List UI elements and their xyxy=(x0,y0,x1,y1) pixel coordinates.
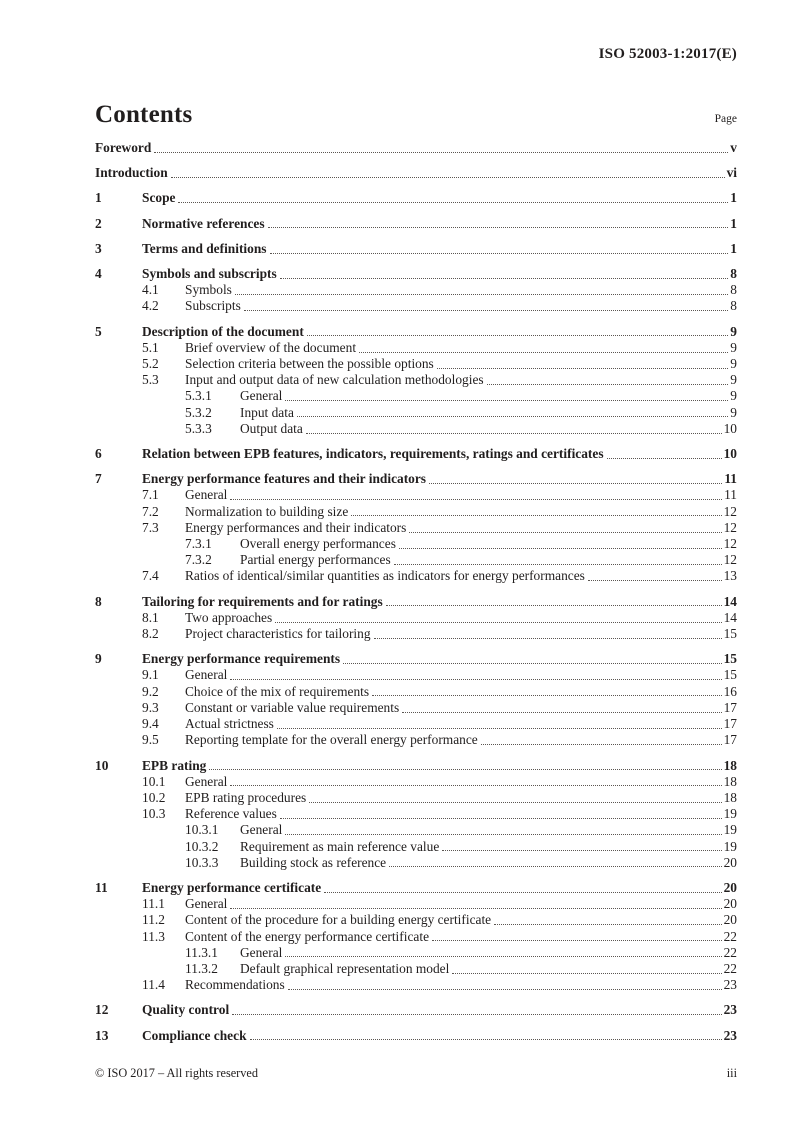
entry-page: 11 xyxy=(724,487,737,503)
entry-page: 18 xyxy=(723,757,737,773)
entry-number: 10.3.2 xyxy=(185,838,219,854)
dot-leader xyxy=(178,202,728,203)
toc-entry xyxy=(95,388,737,404)
toc-entry xyxy=(95,1028,737,1044)
entry-title: Quality control xyxy=(142,1002,230,1018)
toc-entry xyxy=(95,896,737,912)
entry-page: v xyxy=(730,140,737,155)
footer-page-number: iii xyxy=(726,1066,737,1080)
dot-leader xyxy=(307,335,729,336)
toc-entry xyxy=(95,961,737,977)
entry-number: 11.3.2 xyxy=(185,960,218,976)
toc-entry xyxy=(95,487,737,503)
dot-leader xyxy=(359,352,728,353)
dot-leader xyxy=(288,989,722,990)
entry-title: Ratios of identical/similar quantities as indicators for energy performances xyxy=(185,568,585,584)
entry-title: EPB rating xyxy=(142,757,207,773)
dot-leader xyxy=(270,253,729,254)
dot-leader xyxy=(607,458,722,459)
dot-leader xyxy=(442,850,721,851)
entry-title: Normative references xyxy=(142,215,265,231)
entry-title: Scope xyxy=(142,190,176,206)
toc-entry xyxy=(95,977,737,993)
entry-page: 15 xyxy=(723,651,737,667)
entry-number: 7.3 xyxy=(142,519,159,535)
entry-title: Input data xyxy=(240,404,294,420)
entry-page: 15 xyxy=(723,667,737,683)
footer-copyright: © ISO 2017 – All rights reserved xyxy=(95,1066,259,1080)
entry-page: 22 xyxy=(723,944,737,960)
dot-leader xyxy=(452,973,721,974)
entry-number: 5 xyxy=(95,323,102,339)
entry-number: 7.1 xyxy=(142,487,159,503)
entry-number: 9.3 xyxy=(142,699,159,715)
entry-number: 10.3 xyxy=(142,806,166,822)
entry-number: 5.1 xyxy=(142,339,159,355)
entry-page: 23 xyxy=(723,977,737,993)
entry-number: 5.2 xyxy=(142,356,159,372)
entry-page: 23 xyxy=(723,1027,737,1043)
toc-entry xyxy=(95,241,737,257)
entry-title: Foreword xyxy=(95,140,152,155)
toc-entry xyxy=(95,536,737,552)
entry-page: 12 xyxy=(723,503,737,519)
entry-title: Introduction xyxy=(95,165,168,181)
entry-page: 19 xyxy=(723,838,737,854)
entry-page: 9 xyxy=(730,404,737,420)
entry-number: 2 xyxy=(95,215,102,231)
entry-number: 10.3.3 xyxy=(185,854,219,870)
entry-title: Default graphical representation model xyxy=(240,960,450,976)
entry-page: 8 xyxy=(730,266,737,282)
entry-number: 11.2 xyxy=(142,912,165,928)
entry-title: EPB rating procedures xyxy=(185,789,307,805)
toc-entry xyxy=(95,855,737,871)
entry-page: 17 xyxy=(723,732,737,748)
dot-leader xyxy=(285,834,721,835)
page-title: Contents xyxy=(95,101,193,128)
dot-leader xyxy=(306,433,722,434)
entry-number: 10.1 xyxy=(142,773,166,789)
dot-leader xyxy=(429,483,722,484)
entry-title: General xyxy=(185,773,228,789)
toc-entry xyxy=(95,822,737,838)
entry-page: 9 xyxy=(730,339,737,355)
entry-number: 1 xyxy=(95,190,102,206)
entry-page: 10 xyxy=(723,420,737,436)
entry-page: 20 xyxy=(723,896,737,912)
entry-title: Building stock as reference xyxy=(240,854,387,870)
toc-entry xyxy=(95,880,737,896)
entry-number: 7 xyxy=(95,471,102,487)
entry-page: 10 xyxy=(723,446,737,462)
dot-leader xyxy=(230,679,721,680)
toc-entry xyxy=(95,520,737,536)
entry-number: 8.1 xyxy=(142,609,159,625)
entry-page: 9 xyxy=(730,356,737,372)
entry-page: 8 xyxy=(730,282,737,298)
entry-title: General xyxy=(185,896,228,912)
entry-number: 9 xyxy=(95,651,102,667)
entry-page: 1 xyxy=(730,215,737,231)
entry-page: 14 xyxy=(723,593,737,609)
entry-title: General xyxy=(185,487,228,503)
entry-page: 11 xyxy=(724,471,737,487)
toc-entry xyxy=(95,758,737,774)
dot-leader xyxy=(230,785,721,786)
toc-entry xyxy=(95,667,737,683)
entry-page: 12 xyxy=(723,552,737,568)
dot-leader xyxy=(432,940,722,941)
toc-entry xyxy=(95,929,737,945)
entry-number: 7.4 xyxy=(142,568,159,584)
toc-entry xyxy=(95,700,737,716)
toc-entry xyxy=(95,471,737,487)
dot-leader xyxy=(372,695,722,696)
entry-page: 1 xyxy=(730,190,737,206)
entry-number: 8.2 xyxy=(142,626,159,642)
entry-title: Normalization to building size xyxy=(185,503,349,519)
entry-title: Reference values xyxy=(185,806,277,822)
entry-page: 13 xyxy=(723,568,737,584)
entry-title: General xyxy=(240,822,283,838)
entry-title: Description of the document xyxy=(142,323,304,339)
entry-title: Energy performance requirements xyxy=(142,651,341,667)
entry-number: 9.4 xyxy=(142,716,159,732)
entry-number: 11.4 xyxy=(142,977,165,993)
entry-title: Output data xyxy=(240,420,303,436)
entry-page: 16 xyxy=(723,683,737,699)
entry-page: 15 xyxy=(723,626,737,642)
entry-page: 1 xyxy=(730,240,737,256)
toc-entry xyxy=(95,165,737,181)
entry-title: Energy performances and their indicators xyxy=(185,519,407,535)
toc-entry xyxy=(95,945,737,961)
dot-leader xyxy=(324,892,721,893)
toc-entry xyxy=(95,552,737,568)
entry-page: vi xyxy=(726,165,737,181)
entry-title: Input and output data of new calculation methodologies xyxy=(185,372,484,388)
entry-page: 18 xyxy=(723,789,737,805)
entry-title: Brief overview of the document xyxy=(185,339,357,355)
toc-entry xyxy=(95,446,737,462)
toc-entry xyxy=(95,806,737,822)
dot-leader xyxy=(389,866,721,867)
toc-entry xyxy=(95,716,737,732)
dot-leader xyxy=(171,177,725,178)
entry-number: 10.3.1 xyxy=(185,822,219,838)
toc-entry xyxy=(95,282,737,298)
dot-leader xyxy=(409,532,721,533)
entry-number: 12 xyxy=(95,1002,109,1018)
toc-entry xyxy=(95,839,737,855)
dot-leader xyxy=(250,1039,722,1040)
entry-page: 22 xyxy=(723,960,737,976)
entry-number: 10 xyxy=(95,757,109,773)
entry-number: 4.2 xyxy=(142,298,159,314)
toc-entry xyxy=(95,298,737,314)
entry-page: 17 xyxy=(723,699,737,715)
toc-entry xyxy=(95,405,737,421)
dot-leader xyxy=(399,548,722,549)
entry-page: 9 xyxy=(730,372,737,388)
entry-title: Energy performance certificate xyxy=(142,879,322,895)
entry-page: 17 xyxy=(723,716,737,732)
entry-title: Compliance check xyxy=(142,1027,247,1043)
entry-number: 5.3.1 xyxy=(185,388,212,404)
toc-entry xyxy=(95,421,737,437)
entry-title: Reporting template for the overall energy performance xyxy=(185,732,478,748)
entry-title: Actual strictness xyxy=(185,716,274,732)
entry-number: 4 xyxy=(95,266,102,282)
toc-header xyxy=(95,101,737,129)
entry-page: 14 xyxy=(723,609,737,625)
toc-entry xyxy=(95,732,737,748)
entry-page: 19 xyxy=(723,822,737,838)
dot-leader xyxy=(402,712,721,713)
toc-entry xyxy=(95,324,737,340)
toc-entry xyxy=(95,372,737,388)
dot-leader xyxy=(154,152,728,153)
entry-title: General xyxy=(185,667,228,683)
entry-page: 20 xyxy=(723,879,737,895)
entry-page: 19 xyxy=(723,806,737,822)
entry-title: Tailoring for requirements and for ratings xyxy=(142,593,383,609)
toc-entry xyxy=(95,140,737,156)
toc-entry xyxy=(95,790,737,806)
toc-entry xyxy=(95,912,737,928)
dot-leader xyxy=(230,499,722,500)
entry-number: 5.3.2 xyxy=(185,404,212,420)
entry-number: 4.1 xyxy=(142,282,159,298)
entry-title: Project characteristics for tailoring xyxy=(185,626,371,642)
entry-title: Content of the energy performance certificate xyxy=(185,928,430,944)
dot-leader xyxy=(386,605,722,606)
entry-title: Content of the procedure for a building energy certificate xyxy=(185,912,492,928)
entry-number: 9.2 xyxy=(142,683,159,699)
dot-leader xyxy=(268,227,729,228)
entry-title: Partial energy performances xyxy=(240,552,391,568)
entry-title: Two approaches xyxy=(185,609,273,625)
entry-title: Symbols xyxy=(185,282,232,298)
entry-title: Overall energy performances xyxy=(240,536,396,552)
toc-entry xyxy=(95,684,737,700)
dot-leader xyxy=(232,1014,721,1015)
entry-page: 22 xyxy=(723,928,737,944)
toc-entry xyxy=(95,340,737,356)
entry-number: 13 xyxy=(95,1027,109,1043)
toc-entry xyxy=(95,1002,737,1018)
dot-leader xyxy=(285,956,721,957)
entry-number: 7.3.2 xyxy=(185,552,212,568)
entry-title: Recommendations xyxy=(185,977,285,993)
entry-page: 18 xyxy=(723,773,737,789)
entry-page: 8 xyxy=(730,298,737,314)
dot-leader xyxy=(437,368,729,369)
entry-title: Constant or variable value requirements xyxy=(185,699,400,715)
entry-page: 12 xyxy=(723,519,737,535)
dot-leader xyxy=(209,769,721,770)
entry-title: General xyxy=(240,388,283,404)
entry-number: 9.1 xyxy=(142,667,159,683)
dot-leader xyxy=(487,384,729,385)
toc-entry xyxy=(95,651,737,667)
entry-title: Choice of the mix of requirements xyxy=(185,683,370,699)
toc-entry xyxy=(95,610,737,626)
entry-title: Energy performance features and their indicators xyxy=(142,471,427,487)
entry-page: 20 xyxy=(723,854,737,870)
toc-entry xyxy=(95,594,737,610)
dot-leader xyxy=(394,564,722,565)
entry-page: 9 xyxy=(730,388,737,404)
dot-leader xyxy=(494,924,721,925)
dot-leader xyxy=(280,818,722,819)
entry-number: 10.2 xyxy=(142,789,166,805)
entry-title: Selection criteria between the possible options xyxy=(185,356,434,372)
toc-entry xyxy=(95,504,737,520)
page-column-label: Page xyxy=(714,113,737,125)
dot-leader xyxy=(374,638,722,639)
entry-title: Terms and definitions xyxy=(142,240,267,256)
entry-number: 9.5 xyxy=(142,732,159,748)
entry-number: 6 xyxy=(95,446,102,462)
toc-entry xyxy=(95,626,737,642)
entry-number: 11.3 xyxy=(142,928,165,944)
dot-leader xyxy=(309,802,721,803)
entry-title: General xyxy=(240,944,283,960)
dot-leader xyxy=(343,663,722,664)
dot-leader xyxy=(277,728,722,729)
entry-number: 11.1 xyxy=(142,896,165,912)
dot-leader xyxy=(235,294,728,295)
entry-number: 3 xyxy=(95,240,102,256)
entry-number: 7.2 xyxy=(142,503,159,519)
dot-leader xyxy=(481,744,722,745)
toc-entry xyxy=(95,190,737,206)
dot-leader xyxy=(588,580,722,581)
entry-number: 5.3.3 xyxy=(185,420,212,436)
dot-leader xyxy=(230,908,721,909)
toc-entry xyxy=(95,568,737,584)
dot-leader xyxy=(297,416,728,417)
dot-leader xyxy=(280,278,729,279)
entry-page: 9 xyxy=(730,323,737,339)
entry-title: Relation between EPB features, indicators, requirements, ratings and certificates xyxy=(142,446,604,462)
entry-title: Subscripts xyxy=(185,298,241,314)
dot-leader xyxy=(351,515,721,516)
toc-entry xyxy=(95,356,737,372)
entry-number: 11.3.1 xyxy=(185,944,218,960)
page-footer xyxy=(95,1066,737,1081)
entry-page: 20 xyxy=(723,912,737,928)
doc-reference: ISO 52003-1:2017(E) xyxy=(598,46,737,62)
toc-list xyxy=(95,140,737,1044)
toc-entry xyxy=(95,216,737,232)
dot-leader xyxy=(244,310,728,311)
toc-entry xyxy=(95,774,737,790)
entry-title: Symbols and subscripts xyxy=(142,266,277,282)
entry-number: 7.3.1 xyxy=(185,536,212,552)
toc-entry xyxy=(95,266,737,282)
dot-leader xyxy=(275,622,721,623)
entry-number: 8 xyxy=(95,593,102,609)
entry-number: 5.3 xyxy=(142,372,159,388)
entry-page: 12 xyxy=(723,536,737,552)
dot-leader xyxy=(285,400,728,401)
entry-number: 11 xyxy=(95,879,108,895)
entry-page: 23 xyxy=(723,1002,737,1018)
entry-title: Requirement as main reference value xyxy=(240,838,440,854)
